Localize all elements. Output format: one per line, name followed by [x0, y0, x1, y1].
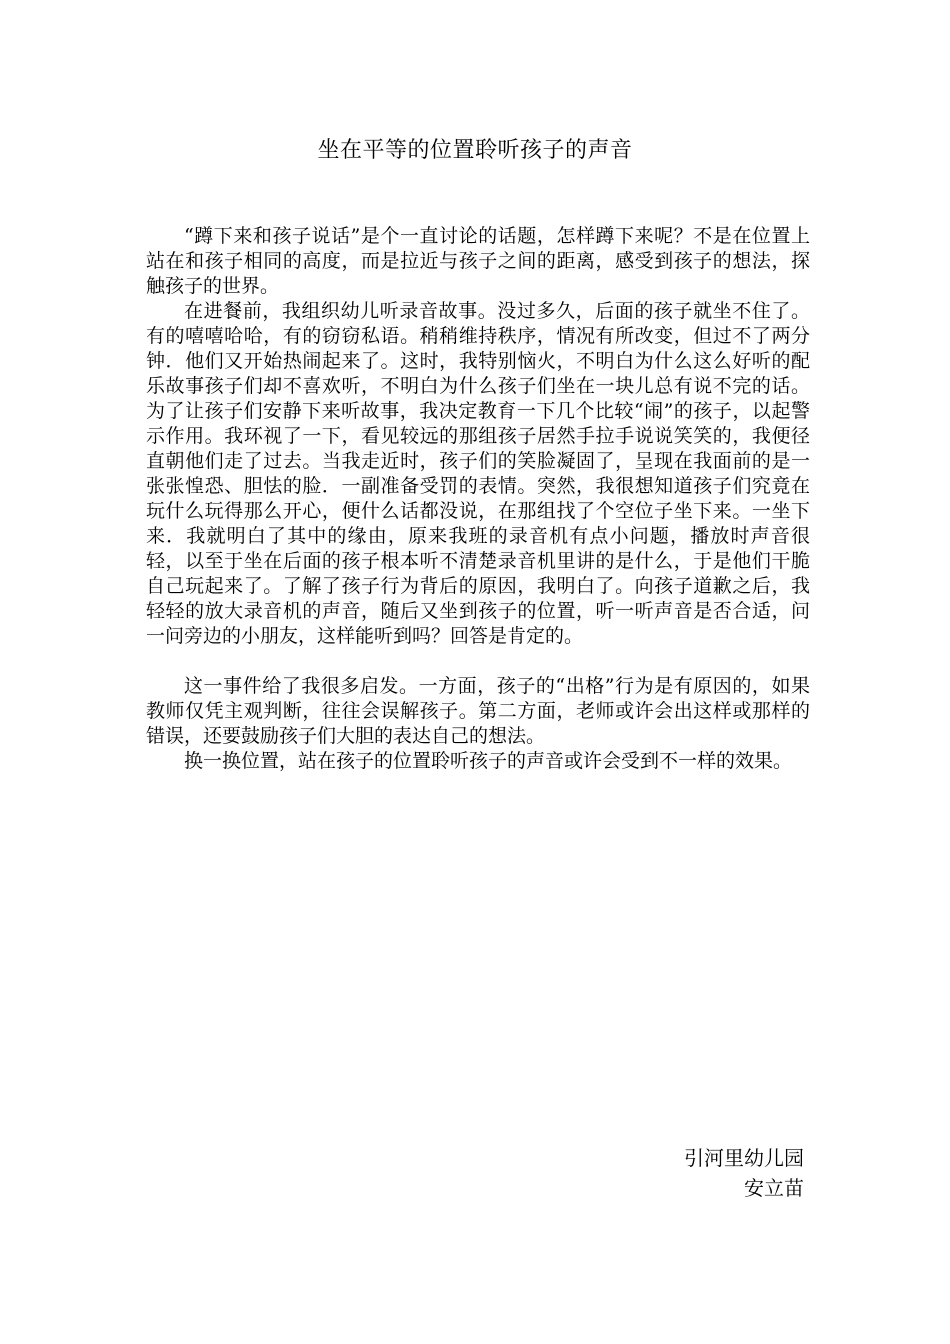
- paragraph-conclusion: 换一换位置，站在孩子的位置聆听孩子的声音或许会受到不一样的效果。: [184, 750, 793, 772]
- document-title: 坐在平等的位置聆听孩子的声音: [317, 138, 633, 163]
- paragraph-intro: “蹲下来和孩子说话”是个一直讨论的话题，怎样蹲下来呢？不是在位置上站在和孩子相同的高度，而是拉近与孩子之间的距离，感受到孩子的想法，探触孩子的世界。: [146, 225, 810, 297]
- signature-author: 安立苗: [744, 1176, 804, 1200]
- signature-organization: 引河里幼儿园: [684, 1146, 804, 1170]
- document-body: [146, 224, 810, 774]
- paragraph-reflection: 这一事件给了我很多启发。一方面，孩子的“出格”行为是有原因的，如果教师仅凭主观判断，往往会误解孩子。第二方面，老师或许会出这样或那样的错误，还要鼓励孩子们大胆的表达自己的想法。: [146, 675, 810, 747]
- paragraph-story: 在进餐前，我组织幼儿听录音故事。没过多久，后面的孩子就坐不住了。有的嘻嘻哈哈，有的窃窃私语。稍稍维持秩序，情况有所改变，但过不了两分钟．他们又开始热闹起来了。这时，我特别恼火，不明白为什么这么好听的配乐故事孩子们却不喜欢听，不明白为什么孩子们坐在一块儿总有说不完的话。为了让孩子们安静下来听故事，我决定教育一下几个比较“闹”的孩子，以起警示作用。我环视了一下，看见较远的那组孩子居然手拉手说说笑笑的，我便径直朝他们走了过去。当我走近时，孩子们的笑脸凝固了，呈现在我面前的是一张张惶恐、胆怯的脸．一副准备受罚的表情。突然，我很想知道孩子们究竟在玩什么玩得那么开心，便什么话都没说，在那组找了个空位子坐下来。一坐下来．我就明白了其中的缘由，原来我班的录音机有点小问题，播放时声音很轻，以至于坐在后面的孩子根本听不清楚录音机里讲的是什么，于是他们干脆自己玩起来了。了解了孩子行为背后的原因，我明白了。向孩子道歉之后，我轻轻的放大录音机的声音，随后又坐到孩子的位置，听一听声音是否合适，问一问旁边的小朋友，这样能听到吗？回答是肯定的。: [146, 300, 810, 647]
- signature-block: [684, 1143, 804, 1203]
